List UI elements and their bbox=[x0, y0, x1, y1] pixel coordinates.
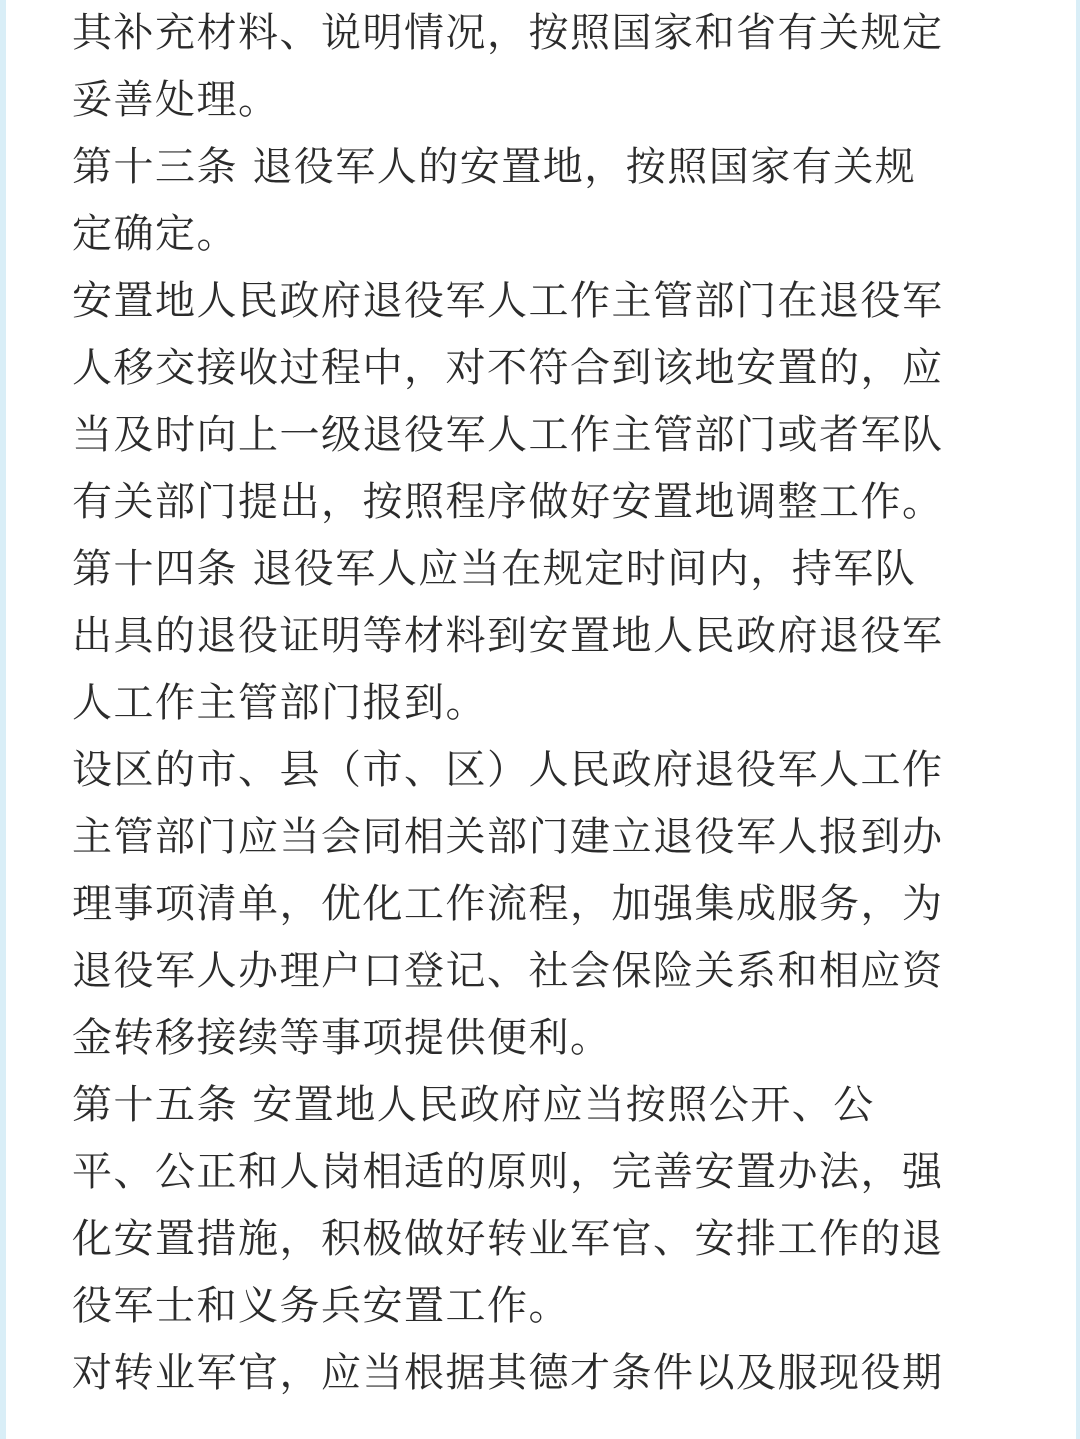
text-line: 定确定。 bbox=[72, 211, 238, 257]
text-line: 设区的市、县（市、区）人民政府退役军人工作 bbox=[72, 747, 944, 793]
paragraph bbox=[72, 536, 1012, 737]
left-edge-accent bbox=[0, 0, 6, 1439]
paragraph bbox=[72, 1340, 1012, 1407]
paragraph bbox=[72, 268, 1012, 536]
text-line: 主管部门应当会同相关部门建立退役军人报到办 bbox=[72, 814, 944, 860]
paragraph bbox=[72, 737, 1012, 1072]
right-edge-accent bbox=[1076, 0, 1080, 1439]
text-line: 其补充材料、说明情况，按照国家和省有关规定 bbox=[72, 10, 944, 56]
text-line: 妥善处理。 bbox=[72, 77, 280, 123]
text-line: 第十五条 安置地人民政府应当按照公开、公 bbox=[72, 1082, 875, 1128]
text-line: 出具的退役证明等材料到安置地人民政府退役军 bbox=[72, 613, 944, 659]
text-line: 有关部门提出，按照程序做好安置地调整工作。 bbox=[72, 479, 944, 525]
paragraph bbox=[72, 134, 1012, 268]
text-line: 对转业军官，应当根据其德才条件以及服现役期 bbox=[72, 1350, 944, 1396]
text-line: 安置地人民政府退役军人工作主管部门在退役军 bbox=[72, 278, 944, 324]
text-line: 退役军人办理户口登记、社会保险关系和相应资 bbox=[72, 948, 944, 994]
text-line: 平、公正和人岗相适的原则，完善安置办法，强 bbox=[72, 1149, 944, 1195]
text-line: 役军士和义务兵安置工作。 bbox=[72, 1283, 570, 1329]
text-line: 人工作主管部门报到。 bbox=[72, 680, 487, 726]
text-line: 第十四条 退役军人应当在规定时间内，持军队 bbox=[72, 546, 917, 592]
paragraph bbox=[72, 1072, 1012, 1340]
text-line: 金转移接续等事项提供便利。 bbox=[72, 1015, 612, 1061]
text-line: 化安置措施，积极做好转业军官、安排工作的退 bbox=[72, 1216, 944, 1262]
text-line: 人移交接收过程中，对不符合到该地安置的，应 bbox=[72, 345, 944, 391]
paragraph bbox=[72, 0, 1012, 134]
text-line: 理事项清单，优化工作流程，加强集成服务，为 bbox=[72, 881, 944, 927]
text-line: 第十三条 退役军人的安置地，按照国家有关规 bbox=[72, 144, 917, 190]
text-line: 当及时向上一级退役军人工作主管部门或者军队 bbox=[72, 412, 944, 458]
document-body bbox=[72, 0, 1012, 1439]
